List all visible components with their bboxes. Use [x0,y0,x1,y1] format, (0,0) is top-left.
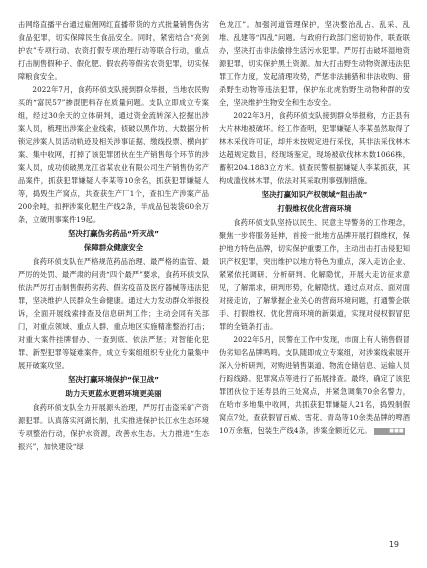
section-heading: 坚决打赢知识产权领域“阻击战” [261,190,368,199]
paragraph: 食药环侦支队坚持以民生、民意主导警务的工作理念，聚焦一步将服务延伸，首接一批地方品牌开展打假维权，保护地方特色品牌，切实保护重要工作，主动出击打击侵犯知识产权犯罪，突出维护以地方特色为重点，深入走访企业、紧紧依托调研、分析研判、化解隐忧，开展大走访征求意见，了解需求，研判形势，化解隐忧。通过点对点、面对面对接走访，了解掌握企业关心的营商环境问题，打通警企联手、打假维权、优化营商环境的新渠道，实现对侵权假冒犯罪的全链条打击。 [219,218,410,331]
left-column [18,18,209,528]
page-number: 19 [388,540,399,549]
paragraph [219,333,410,437]
right-column [219,18,410,528]
paragraph: 食药环侦支队在严格规范药品治理、最严格的监管、最严厉的处罚、最严肃的问责“四个最严”要求，食药环侦支队依法严厉打击制售假药劣药、假劣疫苗及医疗器械等违法犯罪，坚决维护人民群众生命健康。通过大力发动群众举报投诉，全面开展线索排查及信息研判工作；主动会同有关部门，对重点领域、重点人群、重点地区实施精准整治打击；对重大案件挂牌督办、一查到底、依法严惩；对智能化犯罪、新型犯罪等疑难案件，成立专案组组织专业化力量集中展开破案攻坚。 [18,257,209,370]
paragraph: 击网络直播平台通过雇佣网红直播带货的方式批量销售伪劣食品犯罪，切实保障民生食品安全。同时，紧密结合“亮剑护农”专项行动、农资打假专项治理行动等联合行动，重点打击制售假种子、假化肥、假农药等假劣农资犯罪，切实保障粮食安全。 [18,20,209,81]
paragraph: 2022年3月，食药环侦支队接到群众举报称，方正县有大片林地被破坏。经工作查明，犯罪嫌疑人李某虽然取得了林木采伐许可证，却并未按规定进行采伐，其非法采伐林木达超规定数目，经现场鉴定，现场被砍伐林木数1066株，蓄积204.1883立方米。侦查民警根据嫌疑人李某抓获，其构成滥伐林木罪，依法对其采取刑事强制措施。 [219,111,410,185]
section-subheading: 助力天更蓝水更碧环境更美丽 [65,389,162,398]
section-heading: 坚决打赢伪劣药品“歼灭战” [67,229,159,238]
paragraph: 食药环侦支队全力开展源头治理，严厉打击盗采矿产资源犯罪。认真落实河湖长制，扎实推进保护长江水生态环境专项整治行动，保护水资源，改善水生态。大力推进“生态振兴”，加快建设“绿 [18,403,209,451]
paragraph-text: 2022年5月，民警在工作中发现，市面上有人销售假冒伪劣知名品牌鸣鸣。支队随即成立专案组，对涉案线索展开深入分析研判，对购进销售渠道、物流仓储信息、运输人员行踪线路、犯罪窝点等进行了拓展排查。最终，确定了该犯罪团伙位于延寿县的三处窝点，并紧急调集70余名警力，在哈市多地集中收网，共抓获犯罪嫌疑人21名，捣毁制假窝点7处，查获假冒百威、雪花、青岛等10余类品牌的啤酒10万余瓶，包装生产线4条，涉案金额近亿元。 [219,335,410,435]
paragraph: 2022年7月，食药环侦支队接到群众举报，当地农民购买的“富民57”掺混肥料存在质量问题。支队立即成立专案组，经过30余天的立体研判，通过资金流转深入挖掘出涉案人员，梳理出涉案企业线索，侦破以黑作坊、大数据分析锁定涉案人员活动轨迹及相关涉事证据、缴线投票、横向扩案、集中收网，打掉了该犯罪团伙在生产销售每个环节的涉案人员，成功侦破黑龙江省某农业有限公司生产销售伪劣产品案件，抓获犯罪嫌疑人李某等10余名，抓获犯罪嫌疑人等，捣毁生产窝点，共查获生产厂1个，查扣生产涉案产品200余吨，扣押涉案化肥生产线2条，半成品包装袋60余万条，立破刑事案件19起。 [18,85,209,224]
section-heading: 坚决打赢环境保护“保卫战” [67,375,159,384]
section-subheading: 打假维权优化营商环境 [277,204,352,213]
document-page [18,18,410,528]
paragraph: 色龙江”。加强河道管理保护，坚决整治乱占、乱采、乱堆、乱建等“四乱”问题。与政府行政部门密切协作，联查联办，坚决打击非法偷排生活污水犯罪。严厉打击破坏湿地资源犯罪，切实保护黑土资源。加大打击野生动物资源违法犯罪工作力度，发起清理攻势，严惩非法捕猎和非法收购、猎杀野生动物等违法犯罪，保护东北虎豹野生动物种群的安全，坚决维护生物安全和生态安全。 [219,20,410,107]
section-subheading: 保障群众健康安全 [83,243,144,252]
end-marker: ■■■ [374,428,405,435]
